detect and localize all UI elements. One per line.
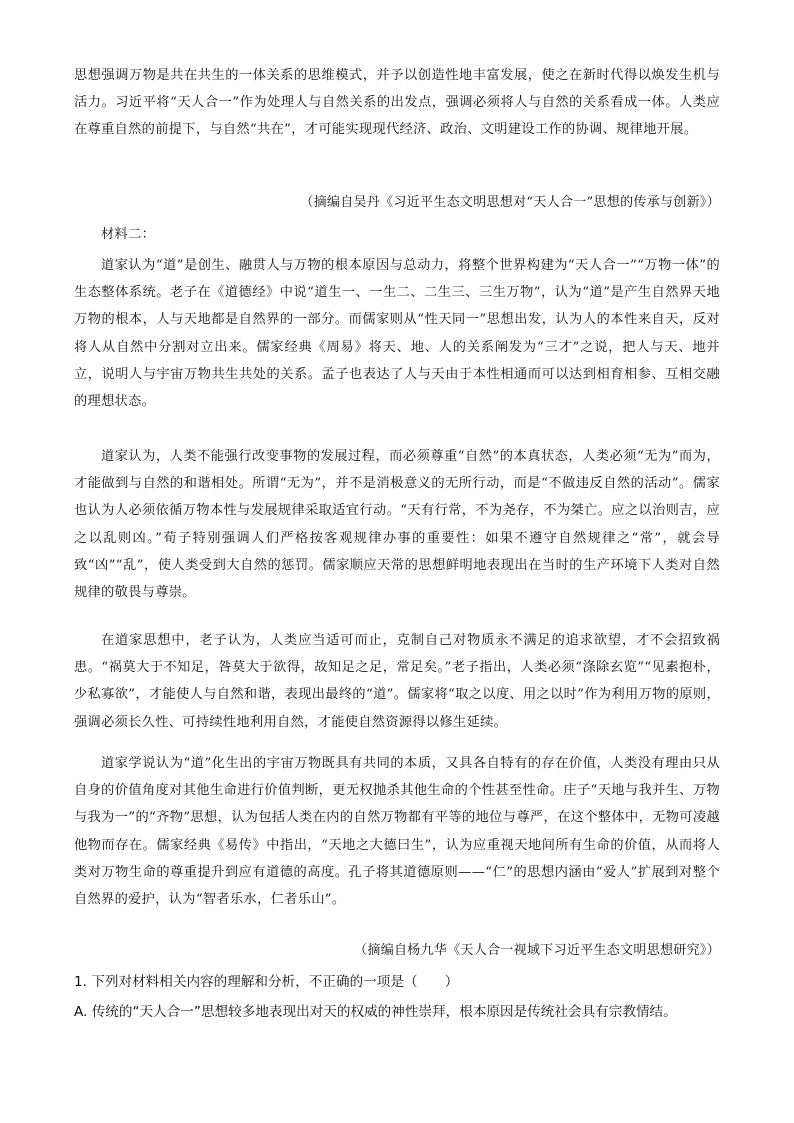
paragraph-intro: 思想强调万物是共在共生的一体关系的思维模式，并予以创造性地丰富发展，使之在新时代得以焕发生机与活力。习近平将“天人合一”作为处理人与自然关系的出发点，强调必须将人与自然的关系看成一体。人类应在尊重自然的前提下，与自然“共在”，才可能实现现代经济、政治、文明建设工作的协调、规律地开展。 [74, 68, 720, 138]
paragraph-2: 道家认为，人类不能强行改变事物的发展过程，而必须尊重“自然”的本真状态，人类必须“无为”而为，才能做到与自然的和谐相处。所谓“无为”，并不是消极意义的无所行动，而是“不做违反自然的活动”。儒家也认为人必须依循万物本性与发展规律采取适宜行动。“天有行常，不为尧存，不为桀亡。应之以治则吉，应之以乱则凶。”荀子特别强调人们严格按客观规律办事的重要性：如果不遵守自然规律之“常”，就会导致“凶”“乱”，使人类受到大自然的惩罚。儒家顺应天常的思想鲜明地表现出在当时的生产环境下人类对自然规律的敬畏与尊崇。 [74, 449, 720, 601]
paragraph-1: 道家认为“道”是创生、融贯人与万物的根本原因与总动力，将整个世界构建为“天人合一”“万物一体”的生态整体系统。老子在《道德经》中说“道生一、一生二、二生三、三生万物”，认为“道”是产生自然界天地万物的根本，人与天地都是自然界的一部分。而儒家则从“性天同一”思想出发，认为人的本性来自天，反对将人从自然中分割对立出来。儒家经典《周易》将天、地、人的关系阐发为“三才”之说，把人与天、地并立，说明人与宇宙万物共生共处的关系。孟子也表达了人与天由于本性相通而可以达到相育相参、互相交融的理想状态。 [74, 258, 720, 410]
source-citation-1: （摘编自吴丹《习近平生态文明思想对“天人合一”思想的传承与创新》） [300, 195, 720, 210]
question-option-a: A. 传统的“天人合一”思想较多地表现出对天的权威的神性崇拜，根本原因是传统社会具有宗教情结。 [74, 1004, 677, 1020]
source-citation-2: （摘编自杨九华《天人合一视域下习近平生态文明思想研究》） [354, 943, 720, 958]
paragraph-4: 道家学说认为“道”化生出的宇宙万物既具有共同的本质，又具各自特有的存在价值，人类没有理由只从自身的价值角度对其他生命进行价值判断，更无权抛杀其他生命的个性甚至性命。庄子“天地与我并生、万物与我为一”的“齐物”思想，认为包括人类在内的自然万物都有平等的地位与尊严，在这个整体中，无物可凌越他物而存在。儒家经典《易传》中指出，“天地之大德曰生”，认为应重视天地间所有生命的价值，从而将人类对万物生命的尊重提升到应有道德的高度。孔子将其道德原则——“仁”的思想内涵由“爱人”扩展到对整个自然界的爱护，认为“智者乐水，仁者乐山”。 [74, 756, 720, 908]
paragraph-3: 在道家思想中，老子认为，人类应当适可而止，克制自己对物质永不满足的追求欲望，才不会招致祸患。“祸莫大于不知足，咎莫大于欲得，故知足之足，常足矣。”老子指出，人类必须“涤除玄览”“见素抱朴，少私寡欲”，才能使人与自然和谐，表现出最终的“道”。儒家将“取之以度、用之以时”作为利用万物的原则，强调必须长久性、可持续性地利用自然，才能使自然资源得以修生延续。 [74, 633, 720, 730]
question-stem: 1. 下列对材料相关内容的理解和分析，不正确的一项是（ ） [74, 974, 459, 990]
section-heading-material-2: 材料二： [101, 227, 156, 242]
